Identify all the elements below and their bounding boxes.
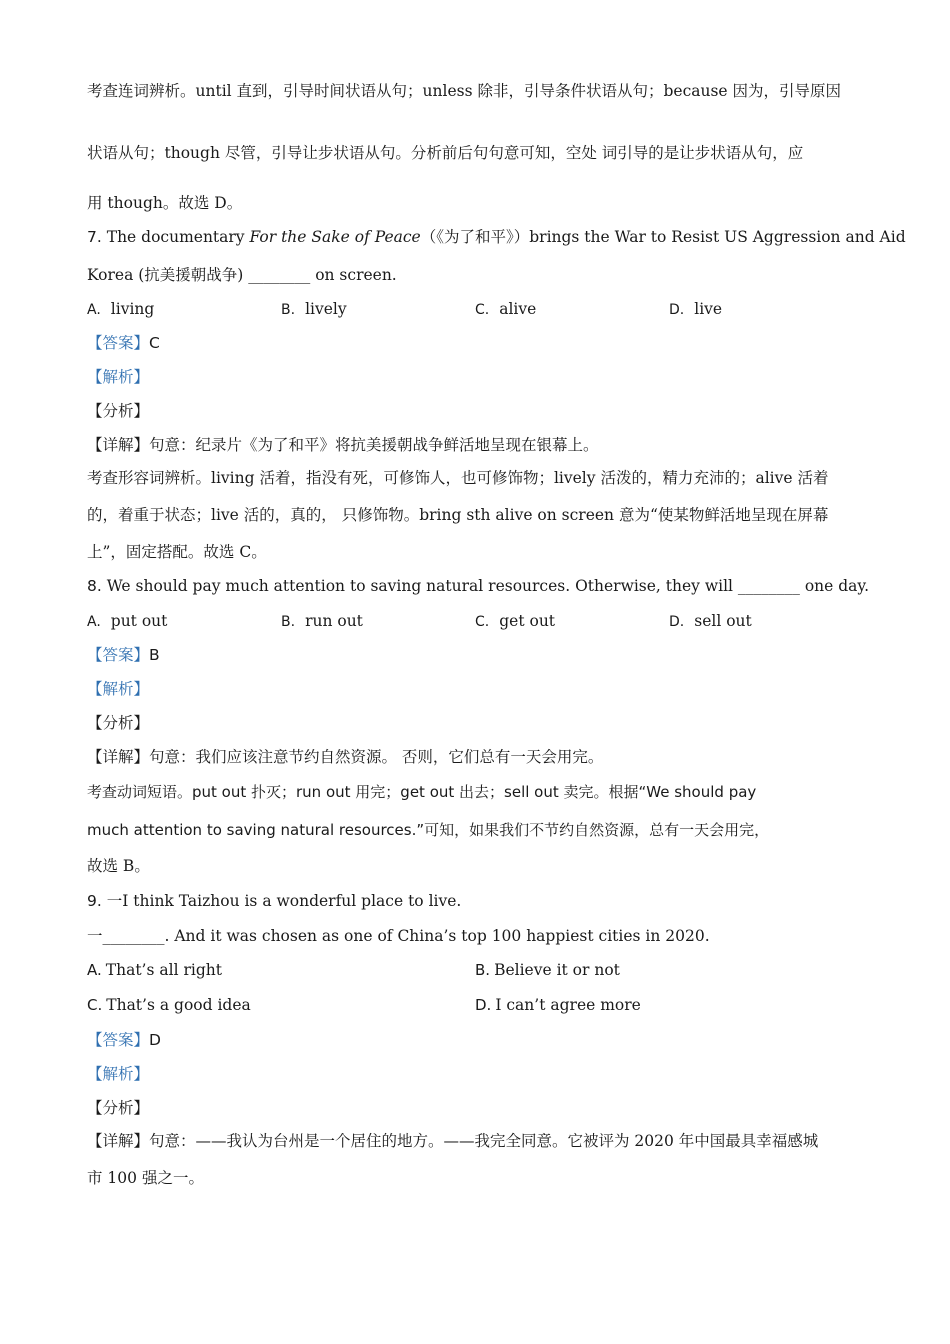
q8-explanation-3: 故选 B。 — [87, 857, 150, 875]
q9-fenxi-label: 【分析】 — [87, 1099, 150, 1117]
q7-jiexi-label: 【解析】 — [87, 368, 150, 386]
q7-fenxi-label: 【分析】 — [87, 402, 150, 420]
q7-stem-line-1 — [87, 226, 906, 248]
q9-stem-line-1: 9. 一I think Taizhou is a wonderful place to live. — [87, 892, 462, 910]
q8-jiexi-label: 【解析】 — [87, 680, 150, 698]
q7-option-b: B. lively — [281, 300, 347, 318]
q7-detail: 【详解】句意：纪录片《为了和平》将抗美援朝战争鲜活地呈现在银幕上。 — [87, 436, 599, 454]
q9-jiexi-label: 【解析】 — [87, 1065, 150, 1083]
q9-detail-1: 【详解】句意：——我认为台州是一个居住的地方。——我完全同意。它被评为 2020 年中国最具幸福感城 — [87, 1132, 819, 1150]
q8-detail: 【详解】句意：我们应该注意节约自然资源。 否则，它们总有一天会用完。 — [87, 748, 604, 766]
q7-stem-pre: The documentary — [106, 228, 250, 246]
q7-explanation-3: 上”，固定搭配。故选 C。 — [87, 543, 267, 561]
q8-option-c: C. get out — [475, 612, 556, 630]
q9-option-a: A. That’s all right — [87, 961, 222, 979]
q7-answer: 【答案】C — [87, 334, 160, 352]
intro-line-1: 考查连词辨析。until 直到，引导时间状语从句；unless 除非，引导条件状语从句；because 因为，引导原因 — [87, 82, 842, 100]
q9-option-b: B. Believe it or not — [475, 961, 620, 979]
q9-option-d: D. I can’t agree more — [475, 996, 641, 1014]
q7-explanation-1: 考查形容词辨析。living 活着，指没有死，可修饰人，也可修饰物；lively 活泼的，精力充沛的；alive 活着 — [87, 469, 829, 487]
q8-stem: 8. We should pay much attention to saving natural resources. Otherwise, they will ________ one day. — [87, 577, 870, 595]
intro-line-3: 用 though。故选 D。 — [87, 194, 243, 212]
q8-option-a: A. put out — [87, 612, 168, 630]
q7-option-a: A. living — [87, 300, 155, 318]
q8-explanation-1: 考查动词短语。put out 扑灭；run out 用完；get out 出去；sell out 卖完。根据“We should pay — [87, 783, 757, 801]
q9-number: 9. — [87, 892, 102, 910]
q8-fenxi-label: 【分析】 — [87, 714, 150, 732]
q8-answer: 【答案】B — [87, 646, 160, 664]
q8-option-b: B. run out — [281, 612, 363, 630]
q7-stem-line-2: Korea (抗美援朝战争) ________ on screen. — [87, 266, 397, 284]
q9-answer: 【答案】D — [87, 1031, 161, 1049]
q7-option-d: D. live — [669, 300, 723, 318]
q7-stem-post: （《为了和平》）brings the War to Resist US Aggression and Aid — [420, 228, 906, 246]
intro-line-2: 状语从句；though 尽管，引导让步状语从句。分析前后句句意可知，空处 词引导的是让步状语从句，应 — [87, 144, 804, 162]
q9-option-c: C. That’s a good idea — [87, 996, 251, 1014]
q7-number: 7. — [87, 228, 102, 246]
q8-explanation-2: much attention to saving natural resources.”可知，如果我们不节约自然资源，总有一天会用完， — [87, 821, 770, 839]
q7-title: For the Sake of Peace — [249, 228, 421, 246]
q9-stem-line-2: 一________. And it was chosen as one of China’s top 100 happiest cities in 2020. — [87, 927, 710, 945]
q9-detail-2: 市 100 强之一。 — [87, 1169, 204, 1187]
q8-option-d: D. sell out — [669, 612, 752, 630]
q7-option-c: C. alive — [475, 300, 537, 318]
q8-number: 8. — [87, 577, 102, 595]
q7-explanation-2: 的，着重于状态；live 活的，真的， 只修饰物。bring sth alive on screen 意为“使某物鲜活地呈现在屏幕 — [87, 506, 829, 524]
